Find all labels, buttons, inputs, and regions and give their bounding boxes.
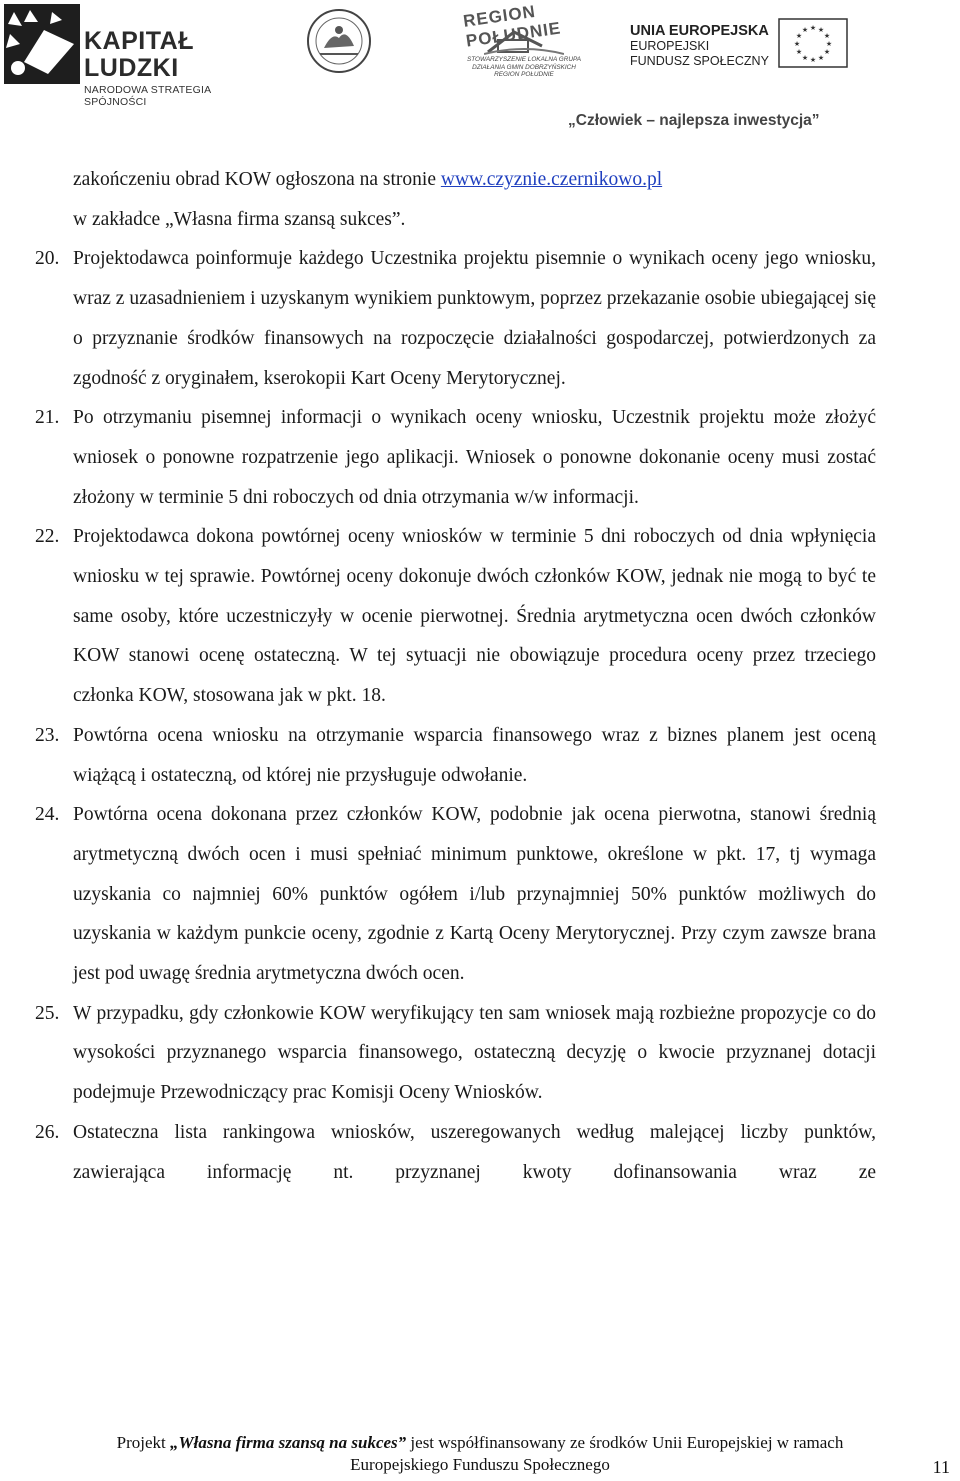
eu-line3: FUNDUSZ SPOŁECZNY [630,54,769,68]
eu-title: UNIA EUROPEJSKA [630,23,769,39]
svg-text:★: ★ [823,48,831,56]
svg-text:★: ★ [817,26,825,34]
region-poludnie-subtitle: STOWARZYSZENIE LOKALNA GRUPA DZIAŁANIA GMIN DOBRZYŃSKICH REGION POŁUDNIE [466,56,582,78]
svg-text:★: ★ [795,48,803,56]
item-text: Powtórna ocena wniosku na otrzymanie wsparcia finansowego wraz z biznes planem jest oceną wiążącą i ostateczną, od której nie przysługuje odwołanie. [73,724,876,786]
item-text: Po otrzymaniu pisemnej informacji o wynikach oceny wniosku, Uczestnik projektu może złożyć wniosek o ponowne rozpatrzenie jego aplikacji. Wniosek o ponowne dokonanie oceny musi zostać złożony w terminie 5 dni roboczych od dnia otrzymania w/w informacji. [73,407,876,508]
item-number: 23. [35,724,60,746]
footer-line2: Europejskiego Funduszu Społecznego [350,1455,610,1474]
page-number: 11 [932,1457,950,1477]
svg-text:★: ★ [817,54,825,62]
item-number: 21. [35,407,60,429]
region-poludnie-title: REGION POŁUDNIE [462,1,563,51]
website-link[interactable]: www.czyznie.czernikowo.pl [440,169,663,190]
region-house-icon [484,26,564,56]
kapital-ludzki-emblem-icon [4,4,80,84]
item-text: Ostateczna lista rankingowa wniosków, uszeregowanych według malejącej liczby punktów, zawierająca informację nt. przyznanej kwoty dofinansowania wraz ze [73,1121,876,1183]
document-body [0,160,960,1192]
page-footer [0,1432,960,1476]
item-text: W przypadku, gdy członkowie KOW weryfikujący ten sam wniosek mają rozbieżne propozycje co do wysokości przyznanego wsparcia finansowego, ostateczną decyzję o kwocie przyznanej dotacji podejmuje Przewodniczący prac Komisji Oceny Wniosków. [73,1002,876,1104]
eu-flag-icon [778,18,848,68]
list-item [35,994,876,1113]
slogan: „Człowiek – najlepsza inwestycja” [568,112,820,129]
svg-text:★: ★ [795,32,803,40]
item-number: 20. [35,248,60,270]
svg-text:★: ★ [809,56,817,64]
svg-text:★: ★ [801,54,809,62]
eu-line2: EUROPEJSKI [630,39,710,53]
footer-suffix: jest współfinansowany ze środków Unii Europejskiej w ramach [406,1433,844,1452]
svg-text:★: ★ [801,26,809,34]
eu-logo [630,18,930,78]
footer-prefix: Projekt [116,1433,170,1452]
item-text: Powtórna ocena dokonana przez członków KOW, podobnie jak ocena pierwotna, stanowi średnią arytmetyczną dwóch ocen i musi spełniać minimum punktowe, określone w pkt. 17, tj wymaga uzyskania co najmniej 60% punktów ogółem i/lub przynajmniej 50% punktów możliwych do uzyskania w każdym punkcie oceny, zgodnie z Kartą Oceny Merytorycznej. Przy czym zawsze brana jest pod uwagę średnia arytmetyczna dwóch ocen. [73,804,876,985]
item-number: 22. [35,526,60,548]
list-item [35,716,876,795]
stowarzyszenie-seal-icon [306,8,372,74]
kapital-ludzki-subtitle: NARODOWA STRATEGIA SPÓJNOŚCI [84,84,211,108]
project-name: „Własna firma szansą na sukces” [170,1433,407,1452]
item-text: Projektodawca dokona powtórnej oceny wniosków w terminie 5 dni roboczych od dnia wpłynięcia wniosku w tej sprawie. Powtórnej oceny dokonuje dwóch członków KOW, jednak nie mogą to być te same osoby, które uczestniczyły w ocenie pierwotnej. Średnia arytmetyczna ocen dwóch członków KOW stanowi ocenę ostateczną. W tej sytuacji nie obowiązuje procedura oceny przez trzeciego członka KOW, stosowana jak w pkt. 18. [73,526,876,707]
list-item [35,517,876,716]
item-number: 24. [35,804,60,826]
intro-text-line2: w zakładce „Własna firma szansą sukces”. [73,208,406,230]
list-item [35,239,876,398]
item-text: Projektodawca poinformuje każdego Uczestnika projektu pisemnie o wynikach oceny jego wniosku, wraz z uzasadnieniem i uzyskanym wynikiem punktowym, poprzez przekazanie osobie ubiegającej się o przyznanie środków finansowych na rozpoczęcie działalności gospodarczej, potwierdzonych za zgodność z oryginałem, kserokopii Kart Oceny Merytorycznej. [73,248,876,389]
item-number: 26. [35,1121,60,1143]
region-poludnie-logo [458,1,588,94]
list-item [35,1113,876,1192]
page-header [0,0,960,140]
kapital-ludzki-logo [4,4,274,108]
list-item [35,398,876,517]
svg-text:★: ★ [825,40,833,48]
svg-text:★: ★ [809,24,817,32]
footer-text [0,1432,960,1476]
kapital-ludzki-title: KAPITAŁ LUDZKI [84,27,194,82]
svg-text:★: ★ [823,32,831,40]
intro-text: zakończeniu obrad KOW ogłoszona na stronie [73,169,441,190]
intro-paragraph [73,160,876,239]
svg-text:★: ★ [793,40,801,48]
list-item [35,795,876,994]
item-number: 25. [35,1002,60,1024]
